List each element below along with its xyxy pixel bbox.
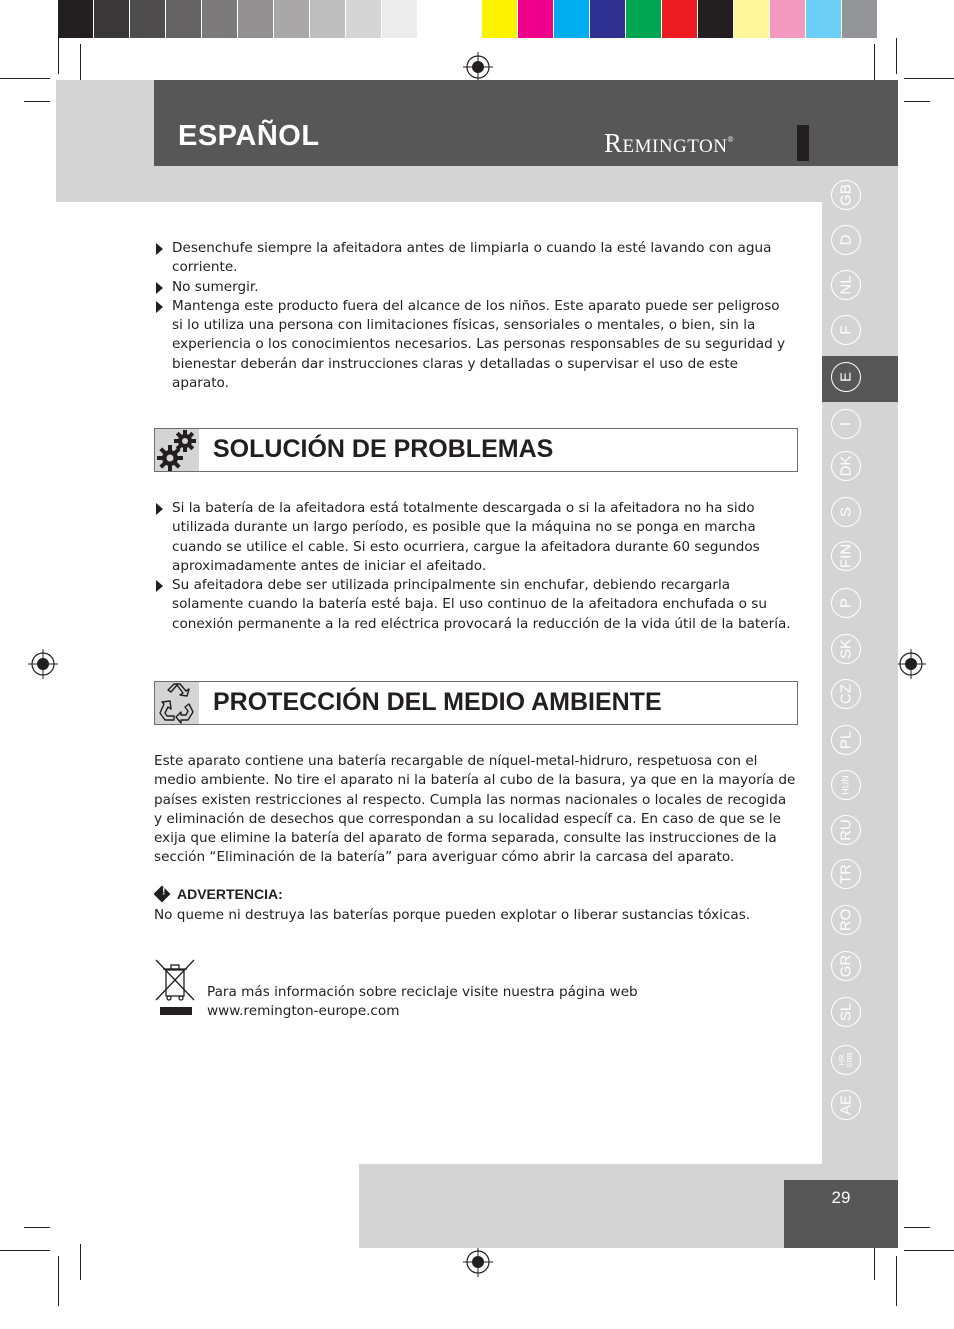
registration-mark-icon [463, 52, 493, 82]
language-tab-label: RO [837, 908, 855, 932]
brand-logo [604, 128, 734, 159]
crop-mark [0, 1250, 50, 1251]
calibration-swatch [94, 0, 130, 38]
language-tab-cz[interactable] [831, 679, 861, 709]
calibration-swatch [626, 0, 662, 38]
crop-mark [58, 38, 59, 74]
language-tab-d[interactable] [831, 225, 861, 255]
grayscale-calibration-bar [58, 0, 454, 38]
language-tab-label: F [837, 325, 855, 335]
recycling-info-line: Para más información sobre reciclaje visite nuestra página web [207, 984, 638, 1000]
calibration-swatch [310, 0, 346, 38]
language-tab-label: GR [837, 954, 855, 978]
recycling-website-link[interactable]: www.remington-europe.com [207, 1003, 400, 1019]
language-tab-dk[interactable] [831, 451, 861, 481]
language-tab-label: P [837, 597, 855, 609]
language-tab-ro[interactable] [831, 905, 861, 935]
crop-mark [58, 1256, 59, 1306]
calibration-swatch [806, 0, 842, 38]
language-tab-hun[interactable] [831, 770, 861, 800]
language-tab-pl[interactable] [831, 725, 861, 755]
language-tab-label: CZ [837, 684, 855, 704]
language-tab-label: SL [837, 1002, 855, 1022]
calibration-swatch [382, 0, 418, 38]
crop-mark [24, 101, 50, 102]
calibration-swatch [346, 0, 382, 38]
language-tab-sk[interactable] [831, 634, 861, 664]
crop-mark [80, 1244, 81, 1280]
brand-bar [797, 125, 809, 161]
calibration-swatch [58, 0, 94, 38]
warning-label: ADVERTENCIA: [177, 886, 283, 902]
section-title: PROTECCIÓN DEL MEDIO AMBIENTE [213, 688, 662, 716]
list-item: Desenchufe siempre la afeitadora antes de limpiarla o cuando la esté lavando con agua corriente. [154, 239, 794, 278]
registration-mark-icon [896, 649, 926, 679]
crop-mark [896, 38, 897, 74]
calibration-swatch [482, 0, 518, 38]
language-tab-e[interactable] [831, 362, 861, 392]
language-tab-ae[interactable] [831, 1090, 861, 1120]
language-tab-ru[interactable] [831, 815, 861, 845]
crossed-out-bin-icon [154, 958, 196, 1018]
list-item: Si la batería de la afeitadora está totalmente descargada o si la afeitadora no ha sido utilizada durante un largo período, es posible que la máquina no se ponga en marcha cuando se utilice el cable. Si esto ocurriera, cargue la afeitadora durante 60 segundos aproximadamente antes de iniciar el afeitado. [154, 499, 794, 576]
crop-mark [904, 1227, 930, 1228]
calibration-swatch [734, 0, 770, 38]
page-number: 29 [831, 1188, 851, 1207]
warning-text: No queme ni destruya las baterías porque pueden explotar o liberar sustancias tóxicas. [154, 907, 751, 923]
language-tab-hr-srb[interactable] [831, 1045, 861, 1075]
troubleshooting-bullet-list [154, 499, 794, 634]
page-title: ESPAÑOL [178, 120, 320, 152]
language-tab-label: FIN [837, 543, 855, 569]
language-tab-label: PL [837, 730, 855, 750]
registration-mark-icon [463, 1247, 493, 1277]
recycle-icon [155, 682, 199, 724]
warning-heading [154, 886, 283, 902]
language-tab-s[interactable] [831, 497, 861, 527]
list-item: Mantenga este producto fuera del alcance de los niños. Este aparato puede ser peligroso si lo utiliza una persona con limitaciones físicas, sensoriales o mentales, o bien, sin la experiencia o los conocimientos necesarios. Las personas responsables de su seguridad y bienestar deberán dar instrucciones claras y detalladas o supervisar el uso de este aparato. [154, 297, 794, 393]
language-tab-label: S [837, 506, 855, 518]
crop-mark [24, 1227, 50, 1228]
language-tab-label: TR [837, 864, 855, 884]
crop-mark [904, 78, 954, 79]
calibration-swatch [554, 0, 590, 38]
language-tab-nl[interactable] [831, 270, 861, 300]
language-tab-label: NL [837, 275, 855, 295]
language-tab-gr[interactable] [831, 951, 861, 981]
language-tab-f[interactable] [831, 315, 861, 345]
language-tab-gb[interactable] [831, 180, 861, 210]
gears-icon [155, 429, 199, 471]
calibration-swatch [130, 0, 166, 38]
warning-icon: ! [154, 886, 171, 903]
color-calibration-bar [482, 0, 878, 38]
language-tab-label: HR SRB [837, 1052, 854, 1068]
calibration-swatch [698, 0, 734, 38]
language-tab-label: E [837, 371, 855, 383]
language-tab-i[interactable] [831, 409, 861, 439]
list-item: No sumergir. [154, 278, 794, 297]
language-tab-label: D [837, 234, 855, 246]
calibration-swatch [202, 0, 238, 38]
crop-mark [0, 78, 50, 79]
calibration-swatch [418, 0, 454, 38]
language-tab-label: DK [837, 455, 855, 477]
crop-mark [904, 1250, 954, 1251]
language-tab-label: GB [837, 184, 855, 206]
list-item: Su afeitadora debe ser utilizada principalmente sin enchufar, debiendo recargarla solamente cuando la batería esté baja. El uso continuo de la afeitadora enchufada o su conexión permanente a la red eléctrica provocará la reducción de la vida útil de la batería. [154, 576, 794, 634]
crop-mark [896, 1256, 897, 1306]
language-tab-label: RU [837, 819, 855, 841]
language-tab-label: SK [837, 638, 855, 660]
language-tab-label: I [837, 421, 855, 427]
calibration-swatch [770, 0, 806, 38]
header-side-panel [56, 80, 154, 202]
language-tab-label: HUN [840, 775, 851, 795]
language-tab-label: AE [837, 1094, 855, 1116]
brand-registered-mark: ® [727, 135, 735, 144]
calibration-swatch [842, 0, 878, 38]
calibration-swatch [590, 0, 626, 38]
crop-mark [874, 44, 875, 80]
troubleshooting-heading [154, 428, 798, 472]
language-tab-sl[interactable] [831, 997, 861, 1027]
safety-bullet-list [154, 239, 794, 393]
environment-heading [154, 681, 798, 725]
environment-paragraph: Este aparato contiene una batería recargable de níquel-metal-hidruro, respetuosa con el medio ambiente. No tire el aparato ni la batería al cubo de la basura, ya que en la mayoría de países existen restricciones al respecto. Cumpla las normas nacionales o locales de recogida y eliminación de desechos que correspondan a su localidad específ ca. En caso de que se le exija que elimine la batería del aparato de forma separada, consulte las instrucciones de la sección “Eliminación de la batería” para averiguar cómo abrir la carcasa del aparato. [154, 753, 796, 866]
section-title: SOLUCIÓN DE PROBLEMAS [213, 435, 554, 463]
language-tab-p[interactable] [831, 588, 861, 618]
language-tab-tr[interactable] [831, 859, 861, 889]
registration-mark-icon [28, 649, 58, 679]
brand-name: Remington [604, 128, 728, 158]
crop-mark [904, 101, 930, 102]
calibration-swatch [274, 0, 310, 38]
language-tab-fin[interactable] [831, 541, 861, 571]
calibration-swatch [166, 0, 202, 38]
crop-mark [80, 44, 81, 80]
header-underline-panel [154, 166, 898, 202]
crop-mark [874, 1244, 875, 1280]
calibration-swatch [662, 0, 698, 38]
calibration-swatch [238, 0, 274, 38]
calibration-swatch [518, 0, 554, 38]
